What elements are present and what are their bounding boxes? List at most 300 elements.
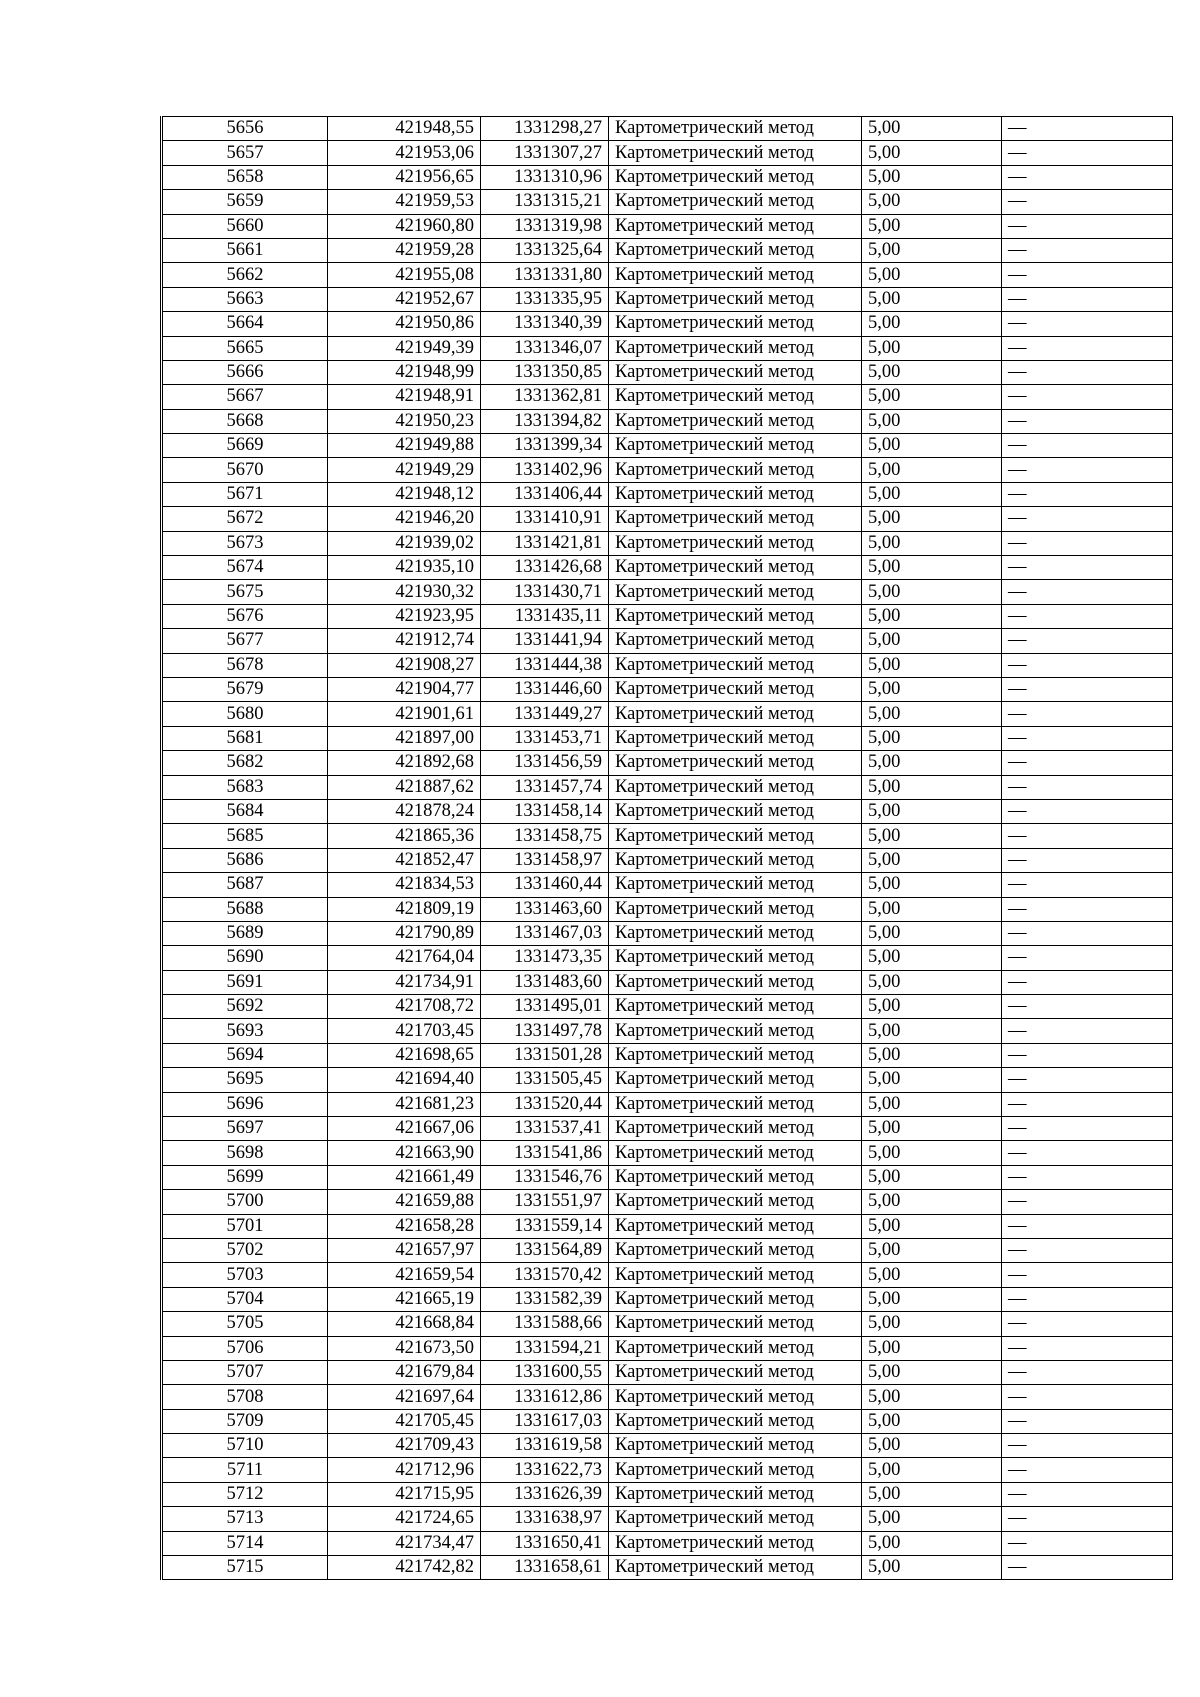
- y-coordinate-cell: 1331559,14: [481, 1214, 609, 1238]
- accuracy-cell: 5,00: [862, 629, 1002, 653]
- point-number-cell: 5698: [162, 1141, 328, 1165]
- accuracy-cell: 5,00: [862, 702, 1002, 726]
- method-cell: Картометрический метод: [609, 360, 862, 384]
- method-cell: Картометрический метод: [609, 1190, 862, 1214]
- note-cell: —: [1002, 1360, 1173, 1384]
- method-cell: Картометрический метод: [609, 385, 862, 409]
- table-row: [162, 434, 1173, 458]
- note-cell: —: [1002, 702, 1173, 726]
- x-coordinate-cell: 421694,40: [328, 1068, 481, 1092]
- table-row: [162, 531, 1173, 555]
- y-coordinate-cell: 1331505,45: [481, 1068, 609, 1092]
- y-coordinate-cell: 1331551,97: [481, 1190, 609, 1214]
- table-row: [162, 1019, 1173, 1043]
- point-number-cell: 5707: [162, 1360, 328, 1384]
- table-row: [162, 1360, 1173, 1384]
- y-coordinate-cell: 1331619,58: [481, 1434, 609, 1458]
- note-cell: —: [1002, 165, 1173, 189]
- point-number-cell: 5715: [162, 1556, 328, 1580]
- point-number-cell: 5701: [162, 1214, 328, 1238]
- method-cell: Картометрический метод: [609, 1409, 862, 1433]
- note-cell: —: [1002, 458, 1173, 482]
- method-cell: Картометрический метод: [609, 1287, 862, 1311]
- accuracy-cell: 5,00: [862, 677, 1002, 701]
- note-cell: —: [1002, 775, 1173, 799]
- x-coordinate-cell: 421742,82: [328, 1556, 481, 1580]
- table-row: [162, 1117, 1173, 1141]
- y-coordinate-cell: 1331310,96: [481, 165, 609, 189]
- point-number-cell: 5688: [162, 897, 328, 921]
- accuracy-cell: 5,00: [862, 1238, 1002, 1262]
- method-cell: Картометрический метод: [609, 702, 862, 726]
- y-coordinate-cell: 1331362,81: [481, 385, 609, 409]
- x-coordinate-cell: 421663,90: [328, 1141, 481, 1165]
- method-cell: Картометрический метод: [609, 970, 862, 994]
- accuracy-cell: 5,00: [862, 141, 1002, 165]
- table-row: [162, 1531, 1173, 1555]
- x-coordinate-cell: 421659,54: [328, 1263, 481, 1287]
- point-number-cell: 5661: [162, 238, 328, 262]
- method-cell: Картометрический метод: [609, 897, 862, 921]
- y-coordinate-cell: 1331350,85: [481, 360, 609, 384]
- point-number-cell: 5702: [162, 1238, 328, 1262]
- table-row: [162, 238, 1173, 262]
- accuracy-cell: 5,00: [862, 214, 1002, 238]
- x-coordinate-cell: 421901,61: [328, 702, 481, 726]
- x-coordinate-cell: 421923,95: [328, 604, 481, 628]
- accuracy-cell: 5,00: [862, 117, 1002, 141]
- note-cell: —: [1002, 604, 1173, 628]
- note-cell: —: [1002, 970, 1173, 994]
- method-cell: Картометрический метод: [609, 677, 862, 701]
- point-number-cell: 5682: [162, 751, 328, 775]
- accuracy-cell: 5,00: [862, 824, 1002, 848]
- table-row: [162, 556, 1173, 580]
- table-row: [162, 409, 1173, 433]
- note-cell: —: [1002, 824, 1173, 848]
- coordinates-table-body: [162, 117, 1173, 1580]
- x-coordinate-cell: 421912,74: [328, 629, 481, 653]
- method-cell: Картометрический метод: [609, 995, 862, 1019]
- accuracy-cell: 5,00: [862, 653, 1002, 677]
- table-row: [162, 190, 1173, 214]
- note-cell: —: [1002, 1507, 1173, 1531]
- y-coordinate-cell: 1331402,96: [481, 458, 609, 482]
- x-coordinate-cell: 421659,88: [328, 1190, 481, 1214]
- method-cell: Картометрический метод: [609, 1312, 862, 1336]
- accuracy-cell: 5,00: [862, 1019, 1002, 1043]
- point-number-cell: 5690: [162, 946, 328, 970]
- y-coordinate-cell: 1331650,41: [481, 1531, 609, 1555]
- point-number-cell: 5687: [162, 873, 328, 897]
- note-cell: —: [1002, 1556, 1173, 1580]
- point-number-cell: 5677: [162, 629, 328, 653]
- x-coordinate-cell: 421946,20: [328, 507, 481, 531]
- note-cell: —: [1002, 1531, 1173, 1555]
- x-coordinate-cell: 421809,19: [328, 897, 481, 921]
- note-cell: —: [1002, 482, 1173, 506]
- accuracy-cell: 5,00: [862, 1531, 1002, 1555]
- y-coordinate-cell: 1331537,41: [481, 1117, 609, 1141]
- y-coordinate-cell: 1331340,39: [481, 312, 609, 336]
- note-cell: —: [1002, 653, 1173, 677]
- point-number-cell: 5681: [162, 726, 328, 750]
- note-cell: —: [1002, 1482, 1173, 1506]
- y-coordinate-cell: 1331441,94: [481, 629, 609, 653]
- point-number-cell: 5693: [162, 1019, 328, 1043]
- accuracy-cell: 5,00: [862, 1117, 1002, 1141]
- accuracy-cell: 5,00: [862, 287, 1002, 311]
- x-coordinate-cell: 421897,00: [328, 726, 481, 750]
- note-cell: —: [1002, 1312, 1173, 1336]
- point-number-cell: 5710: [162, 1434, 328, 1458]
- table-row: [162, 677, 1173, 701]
- note-cell: —: [1002, 312, 1173, 336]
- method-cell: Картометрический метод: [609, 117, 862, 141]
- table-row: [162, 1043, 1173, 1067]
- x-coordinate-cell: 421878,24: [328, 799, 481, 823]
- accuracy-cell: 5,00: [862, 1409, 1002, 1433]
- table-row: [162, 580, 1173, 604]
- y-coordinate-cell: 1331331,80: [481, 263, 609, 287]
- x-coordinate-cell: 421950,23: [328, 409, 481, 433]
- accuracy-cell: 5,00: [862, 1092, 1002, 1116]
- y-coordinate-cell: 1331325,64: [481, 238, 609, 262]
- method-cell: Картометрический метод: [609, 1043, 862, 1067]
- point-number-cell: 5675: [162, 580, 328, 604]
- table-row: [162, 482, 1173, 506]
- y-coordinate-cell: 1331501,28: [481, 1043, 609, 1067]
- x-coordinate-cell: 421658,28: [328, 1214, 481, 1238]
- point-number-cell: 5674: [162, 556, 328, 580]
- x-coordinate-cell: 421734,47: [328, 1531, 481, 1555]
- table-row: [162, 263, 1173, 287]
- accuracy-cell: 5,00: [862, 556, 1002, 580]
- accuracy-cell: 5,00: [862, 165, 1002, 189]
- note-cell: —: [1002, 1092, 1173, 1116]
- x-coordinate-cell: 421950,86: [328, 312, 481, 336]
- y-coordinate-cell: 1331421,81: [481, 531, 609, 555]
- method-cell: Картометрический метод: [609, 1019, 862, 1043]
- note-cell: —: [1002, 1385, 1173, 1409]
- point-number-cell: 5680: [162, 702, 328, 726]
- x-coordinate-cell: 421892,68: [328, 751, 481, 775]
- y-coordinate-cell: 1331467,03: [481, 921, 609, 945]
- note-cell: —: [1002, 848, 1173, 872]
- note-cell: —: [1002, 873, 1173, 897]
- point-number-cell: 5703: [162, 1263, 328, 1287]
- table-row: [162, 751, 1173, 775]
- table-row: [162, 1263, 1173, 1287]
- accuracy-cell: 5,00: [862, 531, 1002, 555]
- note-cell: —: [1002, 799, 1173, 823]
- accuracy-cell: 5,00: [862, 775, 1002, 799]
- x-coordinate-cell: 421949,88: [328, 434, 481, 458]
- y-coordinate-cell: 1331457,74: [481, 775, 609, 799]
- method-cell: Картометрический метод: [609, 507, 862, 531]
- point-number-cell: 5669: [162, 434, 328, 458]
- point-number-cell: 5663: [162, 287, 328, 311]
- x-coordinate-cell: 421956,65: [328, 165, 481, 189]
- y-coordinate-cell: 1331430,71: [481, 580, 609, 604]
- x-coordinate-cell: 421703,45: [328, 1019, 481, 1043]
- x-coordinate-cell: 421734,91: [328, 970, 481, 994]
- note-cell: —: [1002, 1165, 1173, 1189]
- y-coordinate-cell: 1331463,60: [481, 897, 609, 921]
- y-coordinate-cell: 1331444,38: [481, 653, 609, 677]
- note-cell: —: [1002, 336, 1173, 360]
- x-coordinate-cell: 421697,64: [328, 1385, 481, 1409]
- y-coordinate-cell: 1331335,95: [481, 287, 609, 311]
- point-number-cell: 5685: [162, 824, 328, 848]
- y-coordinate-cell: 1331426,68: [481, 556, 609, 580]
- x-coordinate-cell: 421948,91: [328, 385, 481, 409]
- method-cell: Картометрический метод: [609, 726, 862, 750]
- accuracy-cell: 5,00: [862, 1434, 1002, 1458]
- note-cell: —: [1002, 385, 1173, 409]
- note-cell: —: [1002, 117, 1173, 141]
- y-coordinate-cell: 1331446,60: [481, 677, 609, 701]
- accuracy-cell: 5,00: [862, 1043, 1002, 1067]
- point-number-cell: 5662: [162, 263, 328, 287]
- accuracy-cell: 5,00: [862, 580, 1002, 604]
- method-cell: Картометрический метод: [609, 799, 862, 823]
- y-coordinate-cell: 1331458,75: [481, 824, 609, 848]
- x-coordinate-cell: 421705,45: [328, 1409, 481, 1433]
- note-cell: —: [1002, 1336, 1173, 1360]
- point-number-cell: 5691: [162, 970, 328, 994]
- method-cell: Картометрический метод: [609, 653, 862, 677]
- accuracy-cell: 5,00: [862, 458, 1002, 482]
- point-number-cell: 5713: [162, 1507, 328, 1531]
- method-cell: Картометрический метод: [609, 336, 862, 360]
- point-number-cell: 5657: [162, 141, 328, 165]
- method-cell: Картометрический метод: [609, 1434, 862, 1458]
- table-row: [162, 141, 1173, 165]
- accuracy-cell: 5,00: [862, 1385, 1002, 1409]
- table-row: [162, 458, 1173, 482]
- note-cell: —: [1002, 1019, 1173, 1043]
- x-coordinate-cell: 421948,55: [328, 117, 481, 141]
- point-number-cell: 5660: [162, 214, 328, 238]
- accuracy-cell: 5,00: [862, 946, 1002, 970]
- point-number-cell: 5706: [162, 1336, 328, 1360]
- table-row: [162, 1238, 1173, 1262]
- table-row: [162, 1190, 1173, 1214]
- y-coordinate-cell: 1331483,60: [481, 970, 609, 994]
- y-coordinate-cell: 1331612,86: [481, 1385, 609, 1409]
- table-row: [162, 1312, 1173, 1336]
- accuracy-cell: 5,00: [862, 1360, 1002, 1384]
- x-coordinate-cell: 421712,96: [328, 1458, 481, 1482]
- accuracy-cell: 5,00: [862, 336, 1002, 360]
- y-coordinate-cell: 1331541,86: [481, 1141, 609, 1165]
- note-cell: —: [1002, 1458, 1173, 1482]
- note-cell: —: [1002, 580, 1173, 604]
- point-number-cell: 5705: [162, 1312, 328, 1336]
- x-coordinate-cell: 421667,06: [328, 1117, 481, 1141]
- note-cell: —: [1002, 238, 1173, 262]
- y-coordinate-cell: 1331626,39: [481, 1482, 609, 1506]
- method-cell: Картометрический метод: [609, 848, 862, 872]
- table-row: [162, 385, 1173, 409]
- accuracy-cell: 5,00: [862, 312, 1002, 336]
- accuracy-cell: 5,00: [862, 726, 1002, 750]
- y-coordinate-cell: 1331600,55: [481, 1360, 609, 1384]
- point-number-cell: 5658: [162, 165, 328, 189]
- method-cell: Картометрический метод: [609, 946, 862, 970]
- y-coordinate-cell: 1331582,39: [481, 1287, 609, 1311]
- table-row: [162, 1214, 1173, 1238]
- method-cell: Картометрический метод: [609, 1263, 862, 1287]
- note-cell: —: [1002, 726, 1173, 750]
- table-row: [162, 1287, 1173, 1311]
- x-coordinate-cell: 421708,72: [328, 995, 481, 1019]
- method-cell: Картометрический метод: [609, 629, 862, 653]
- table-row: [162, 995, 1173, 1019]
- accuracy-cell: 5,00: [862, 995, 1002, 1019]
- note-cell: —: [1002, 531, 1173, 555]
- point-number-cell: 5683: [162, 775, 328, 799]
- note-cell: —: [1002, 1117, 1173, 1141]
- note-cell: —: [1002, 190, 1173, 214]
- x-coordinate-cell: 421948,12: [328, 482, 481, 506]
- point-number-cell: 5697: [162, 1117, 328, 1141]
- y-coordinate-cell: 1331622,73: [481, 1458, 609, 1482]
- table-row: [162, 726, 1173, 750]
- table-row: [162, 1385, 1173, 1409]
- table-row: [162, 921, 1173, 945]
- method-cell: Картометрический метод: [609, 238, 862, 262]
- y-coordinate-cell: 1331546,76: [481, 1165, 609, 1189]
- table-row: [162, 1068, 1173, 1092]
- x-coordinate-cell: 421955,08: [328, 263, 481, 287]
- accuracy-cell: 5,00: [862, 1190, 1002, 1214]
- table-row: [162, 214, 1173, 238]
- table-row: [162, 1165, 1173, 1189]
- y-coordinate-cell: 1331460,44: [481, 873, 609, 897]
- accuracy-cell: 5,00: [862, 385, 1002, 409]
- accuracy-cell: 5,00: [862, 1141, 1002, 1165]
- y-coordinate-cell: 1331319,98: [481, 214, 609, 238]
- point-number-cell: 5711: [162, 1458, 328, 1482]
- method-cell: Картометрический метод: [609, 434, 862, 458]
- point-number-cell: 5664: [162, 312, 328, 336]
- x-coordinate-cell: 421959,53: [328, 190, 481, 214]
- x-coordinate-cell: 421764,04: [328, 946, 481, 970]
- x-coordinate-cell: 421949,29: [328, 458, 481, 482]
- point-number-cell: 5673: [162, 531, 328, 555]
- method-cell: Картометрический метод: [609, 287, 862, 311]
- x-coordinate-cell: 421724,65: [328, 1507, 481, 1531]
- x-coordinate-cell: 421930,32: [328, 580, 481, 604]
- table-row: [162, 897, 1173, 921]
- accuracy-cell: 5,00: [862, 873, 1002, 897]
- x-coordinate-cell: 421681,23: [328, 1092, 481, 1116]
- method-cell: Картометрический метод: [609, 1556, 862, 1580]
- x-coordinate-cell: 421887,62: [328, 775, 481, 799]
- table-row: [162, 799, 1173, 823]
- accuracy-cell: 5,00: [862, 507, 1002, 531]
- accuracy-cell: 5,00: [862, 1312, 1002, 1336]
- x-coordinate-cell: 421939,02: [328, 531, 481, 555]
- table-row: [162, 1482, 1173, 1506]
- accuracy-cell: 5,00: [862, 921, 1002, 945]
- y-coordinate-cell: 1331497,78: [481, 1019, 609, 1043]
- note-cell: —: [1002, 1043, 1173, 1067]
- method-cell: Картометрический метод: [609, 775, 862, 799]
- y-coordinate-cell: 1331406,44: [481, 482, 609, 506]
- accuracy-cell: 5,00: [862, 263, 1002, 287]
- y-coordinate-cell: 1331315,21: [481, 190, 609, 214]
- point-number-cell: 5659: [162, 190, 328, 214]
- accuracy-cell: 5,00: [862, 799, 1002, 823]
- method-cell: Картометрический метод: [609, 141, 862, 165]
- point-number-cell: 5656: [162, 117, 328, 141]
- accuracy-cell: 5,00: [862, 1214, 1002, 1238]
- method-cell: Картометрический метод: [609, 1458, 862, 1482]
- y-coordinate-cell: 1331298,27: [481, 117, 609, 141]
- note-cell: —: [1002, 141, 1173, 165]
- accuracy-cell: 5,00: [862, 604, 1002, 628]
- accuracy-cell: 5,00: [862, 434, 1002, 458]
- note-cell: —: [1002, 897, 1173, 921]
- point-number-cell: 5708: [162, 1385, 328, 1409]
- table-row: [162, 970, 1173, 994]
- note-cell: —: [1002, 1263, 1173, 1287]
- accuracy-cell: 5,00: [862, 238, 1002, 262]
- accuracy-cell: 5,00: [862, 970, 1002, 994]
- note-cell: —: [1002, 1238, 1173, 1262]
- x-coordinate-cell: 421948,99: [328, 360, 481, 384]
- method-cell: Картометрический метод: [609, 312, 862, 336]
- method-cell: Картометрический метод: [609, 263, 862, 287]
- method-cell: Картометрический метод: [609, 1385, 862, 1409]
- point-number-cell: 5684: [162, 799, 328, 823]
- point-number-cell: 5668: [162, 409, 328, 433]
- method-cell: Картометрический метод: [609, 1117, 862, 1141]
- note-cell: —: [1002, 677, 1173, 701]
- table-row: [162, 1434, 1173, 1458]
- x-coordinate-cell: 421698,65: [328, 1043, 481, 1067]
- table-row: [162, 117, 1173, 141]
- x-coordinate-cell: 421959,28: [328, 238, 481, 262]
- note-cell: —: [1002, 409, 1173, 433]
- y-coordinate-cell: 1331588,66: [481, 1312, 609, 1336]
- accuracy-cell: 5,00: [862, 482, 1002, 506]
- x-coordinate-cell: 421960,80: [328, 214, 481, 238]
- point-number-cell: 5672: [162, 507, 328, 531]
- coordinates-table: [160, 116, 1173, 1580]
- point-number-cell: 5712: [162, 1482, 328, 1506]
- table-row: [162, 1336, 1173, 1360]
- method-cell: Картометрический метод: [609, 482, 862, 506]
- note-cell: —: [1002, 1141, 1173, 1165]
- x-coordinate-cell: 421852,47: [328, 848, 481, 872]
- table-row: [162, 312, 1173, 336]
- method-cell: Картометрический метод: [609, 1214, 862, 1238]
- method-cell: Картометрический метод: [609, 1238, 862, 1262]
- method-cell: Картометрический метод: [609, 165, 862, 189]
- y-coordinate-cell: 1331473,35: [481, 946, 609, 970]
- accuracy-cell: 5,00: [862, 1458, 1002, 1482]
- point-number-cell: 5679: [162, 677, 328, 701]
- y-coordinate-cell: 1331399,34: [481, 434, 609, 458]
- point-number-cell: 5678: [162, 653, 328, 677]
- y-coordinate-cell: 1331520,44: [481, 1092, 609, 1116]
- accuracy-cell: 5,00: [862, 848, 1002, 872]
- x-coordinate-cell: 421904,77: [328, 677, 481, 701]
